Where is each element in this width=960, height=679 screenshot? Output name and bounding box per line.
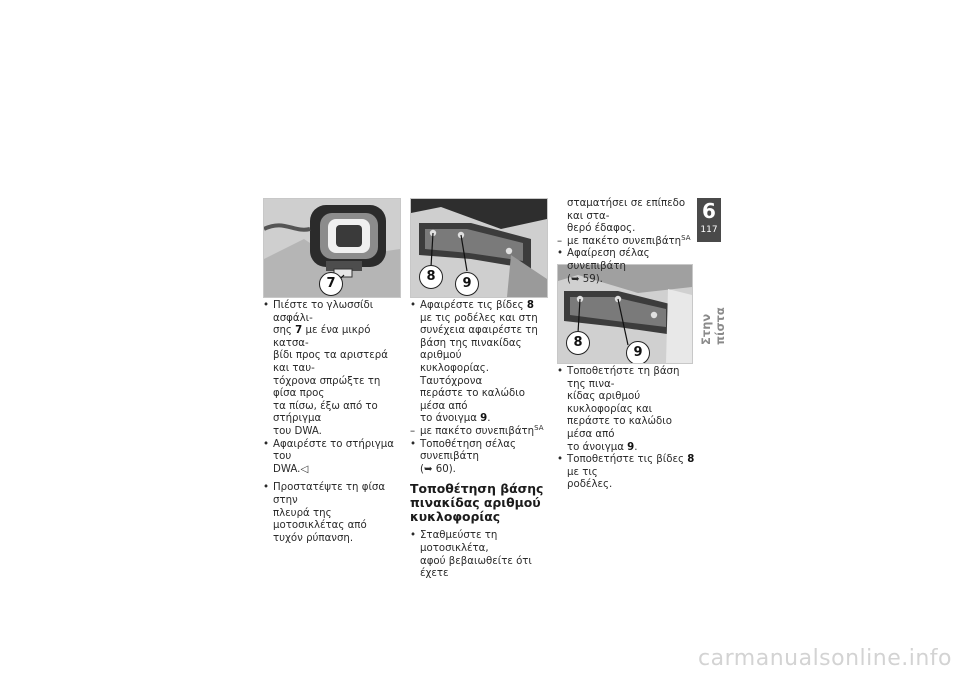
text-line: αφού βεβαιωθείτε ότι έχετε	[420, 555, 532, 580]
heading-line: πινακίδας αριθμού	[410, 495, 541, 511]
column-3-text-top	[557, 198, 699, 286]
callout-9: 9	[455, 272, 479, 296]
callout-7: 7	[319, 272, 343, 296]
bullet-release-latch	[263, 300, 403, 439]
text-line: Τοποθέτηση σέλας συνεπιβάτη	[420, 438, 516, 463]
page-reference: (➥ 60).	[420, 463, 456, 475]
column-3-text-bottom	[557, 366, 699, 492]
text-line: Αφαιρέστε το στήριγμα του	[273, 438, 394, 463]
text-line: με πακέτο συνεπιβάτη	[420, 425, 535, 437]
dash-marker: –	[410, 425, 416, 437]
text-line: .	[487, 413, 491, 425]
text-line: σταματήσει σε επίπεδο και στα-	[567, 198, 686, 222]
bullet-marker: •	[410, 530, 417, 542]
text-line: Τοποθετήστε τις βίδες	[567, 454, 688, 466]
page-reference: (➥ 59).	[567, 273, 603, 285]
text-line: Προστατέψτε τη φίσα στην	[273, 482, 386, 506]
text-line: του DWA.	[273, 425, 322, 437]
bullet-marker: •	[557, 248, 564, 260]
bullet-marker: •	[410, 438, 417, 450]
text-line: .	[634, 441, 638, 453]
bullet-marker: •	[263, 482, 270, 494]
text-line: περάστε το καλώδιο μέσα από	[567, 416, 672, 440]
bullet-remove-seat	[557, 248, 699, 286]
text-line: σης	[273, 325, 296, 337]
text-line: Πιέστε το γλωσσίδι ασφάλι-	[273, 300, 374, 324]
chapter-label: Στην πίστα	[699, 307, 727, 345]
bullet-marker: •	[263, 438, 270, 450]
text-line: Τοποθετήστε τη βάση της πινα-	[567, 366, 680, 390]
watermark: carmanualsonline.info	[698, 646, 952, 671]
column-1-text	[263, 300, 403, 545]
text-line: με πακέτο συνεπιβάτη	[567, 235, 682, 247]
bullet-marker: •	[410, 300, 417, 311]
ref-9: 9	[627, 441, 635, 453]
text-line: Αφαιρέστε τις βίδες	[420, 300, 527, 311]
bullet-marker: •	[557, 366, 564, 377]
bullet-protect-plug	[263, 482, 403, 545]
text-line: το άνοιγμα	[567, 441, 628, 453]
text-line: με ένα μικρό κατσα-	[273, 325, 371, 349]
bullet-install-screws	[557, 454, 699, 492]
ref-7: 7	[295, 325, 303, 337]
text-line: Αφαίρεση σέλας συνεπιβάτη	[567, 248, 650, 272]
text-line: θερό έδαφος.	[567, 223, 636, 235]
ref-8: 8	[526, 300, 534, 311]
callout-8: 8	[419, 265, 443, 289]
text-line: τα πίσω, έξω από το στήριγμα	[273, 400, 378, 425]
bullet-install-plate-holder	[557, 366, 699, 454]
callout-9: 9	[626, 341, 650, 364]
heading-line: Τοποθέτηση βάσης	[410, 481, 544, 497]
figure-plug-holder	[263, 198, 401, 298]
text-line: ροδέλες.	[567, 479, 613, 491]
text-line: συνέχεια αφαιρέστε τη	[420, 325, 538, 337]
bullet-remove-screws	[410, 300, 552, 426]
dash-passenger-package	[410, 423, 552, 439]
sa-badge: SA	[681, 233, 691, 242]
continuation-text	[557, 198, 699, 236]
bullet-park-motorcycle	[410, 530, 552, 580]
text-line: περάστε το καλώδιο μέσα από	[420, 388, 525, 412]
section-heading	[410, 482, 552, 524]
chapter-number: 6	[702, 199, 716, 223]
text-line: με τις	[567, 466, 598, 478]
text-line: βάση της πινακίδας αριθμού	[420, 337, 522, 362]
figure-plate-holder-removal	[410, 198, 548, 298]
text-line: βίδι προς τα αριστερά και ταυ-	[273, 350, 388, 374]
bullet-marker: •	[557, 454, 564, 466]
sa-badge: SA	[534, 423, 544, 432]
ref-8: 8	[687, 454, 695, 466]
bullet-install-seat	[410, 439, 552, 477]
callout-8: 8	[566, 331, 590, 355]
dash-marker: –	[557, 235, 563, 247]
text-line: Σταθμεύστε τη μοτοσικλέτα,	[420, 530, 498, 554]
text-line: πλευρά της μοτοσικλέτας από	[273, 507, 367, 532]
text-line: τυχόν ρύπανση.	[273, 532, 354, 544]
text-line: το άνοιγμα	[420, 413, 481, 425]
heading-line: κυκλοφορίας	[410, 509, 501, 525]
text-line: DWA.◁	[273, 463, 309, 475]
page-number: 117	[700, 225, 718, 235]
bullet-marker: •	[263, 300, 270, 311]
dash-passenger-package	[557, 233, 699, 249]
column-2-text	[410, 300, 552, 581]
text-line: κίδας αριθμού κυκλοφορίας και	[567, 391, 653, 415]
text-line: τόχρονα σπρώξτε τη φίσα προς	[273, 375, 381, 400]
ref-9: 9	[480, 413, 488, 425]
bullet-remove-dwa-holder	[263, 439, 403, 477]
text-line: κυκλοφορίας. Ταυτόχρονα	[420, 362, 489, 387]
chapter-tab	[697, 198, 721, 242]
text-line: με τις ροδέλες και στη	[420, 312, 538, 324]
